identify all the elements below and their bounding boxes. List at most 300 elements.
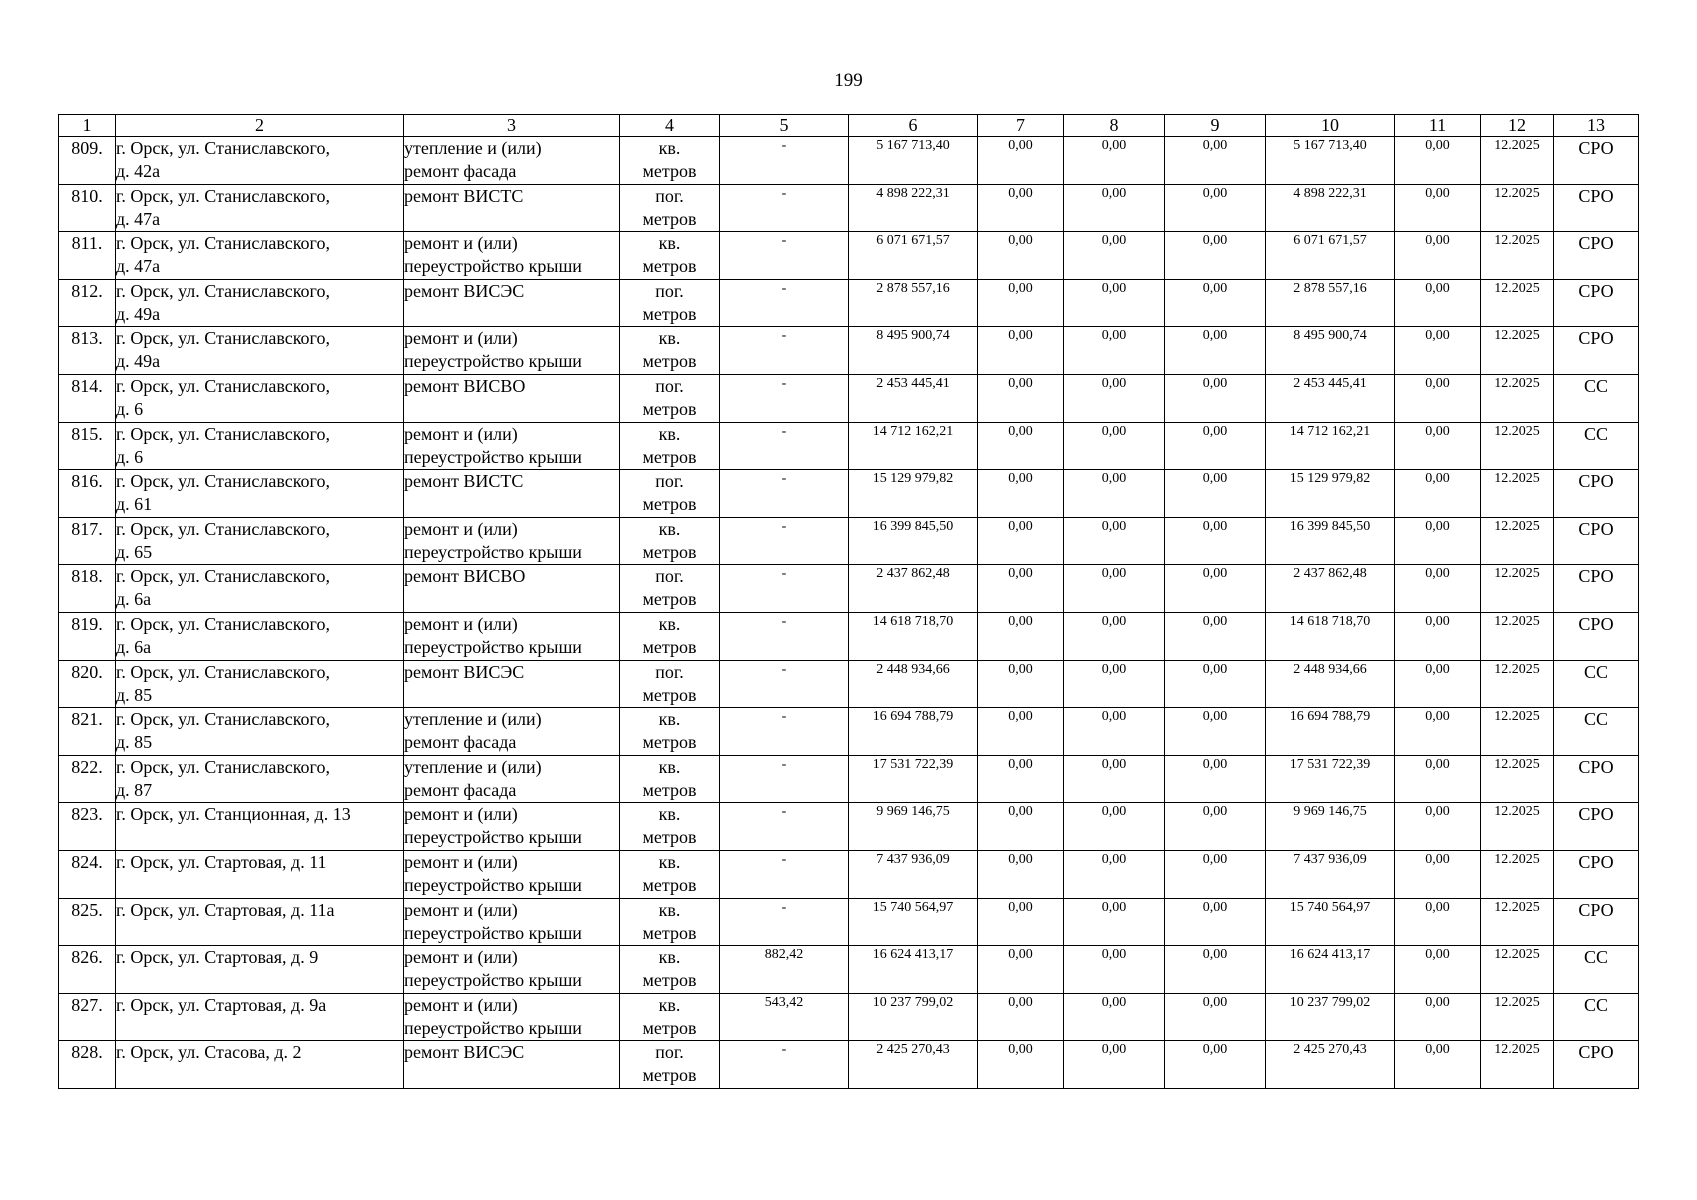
value-cell-8: 0,00 (1064, 1041, 1165, 1089)
unit-line: метров (642, 541, 697, 562)
unit-line: метров (642, 351, 697, 372)
value-cell-6: 16 399 845,50 (849, 517, 978, 565)
unit-cell (620, 803, 720, 851)
unit-line: метров (642, 827, 697, 848)
unit-cell (620, 993, 720, 1041)
method-cell: СРО (1554, 327, 1639, 375)
work-type-cell (404, 1041, 620, 1089)
value-cell-10: 7 437 936,09 (1266, 850, 1395, 898)
address-line: г. Орск, ул. Станиславского, (116, 423, 330, 444)
row-number: 818. (59, 565, 116, 613)
value-cell-10: 2 878 557,16 (1266, 279, 1395, 327)
unit-line: пог. (655, 471, 684, 492)
unit-line: метров (642, 636, 697, 657)
column-header-9: 9 (1165, 115, 1266, 137)
address-cell (116, 374, 404, 422)
value-cell-8: 0,00 (1064, 850, 1165, 898)
value-cell-5: - (720, 232, 849, 280)
unit-cell (620, 279, 720, 327)
value-cell-8: 0,00 (1064, 565, 1165, 613)
unit-cell (620, 660, 720, 708)
value-cell-9: 0,00 (1165, 374, 1266, 422)
work-type-line: переустройство крыши (404, 351, 582, 372)
column-header-7: 7 (978, 115, 1064, 137)
table-body (59, 137, 1639, 1089)
value-cell-7: 0,00 (978, 279, 1064, 327)
work-type-line: переустройство крыши (404, 541, 582, 562)
value-cell-7: 0,00 (978, 993, 1064, 1041)
address-line: д. 6а (116, 589, 152, 610)
unit-line: кв. (658, 233, 681, 254)
value-cell-6: 2 448 934,66 (849, 660, 978, 708)
unit-line: метров (642, 589, 697, 610)
unit-cell (620, 898, 720, 946)
value-cell-6: 4 898 222,31 (849, 184, 978, 232)
method-cell: СС (1554, 708, 1639, 756)
work-type-line: ремонт и (или) (404, 233, 518, 254)
value-cell-7: 0,00 (978, 850, 1064, 898)
unit-line: кв. (658, 947, 681, 968)
value-cell-9: 0,00 (1165, 517, 1266, 565)
value-cell-10: 15 129 979,82 (1266, 470, 1395, 518)
page-number: 199 (834, 70, 863, 91)
work-type-cell (404, 946, 620, 994)
work-type-cell (404, 565, 620, 613)
value-cell-6: 2 453 445,41 (849, 374, 978, 422)
table-row (59, 565, 1639, 613)
column-header-3: 3 (404, 115, 620, 137)
work-type-line: переустройство крыши (404, 1017, 582, 1038)
value-cell-8: 0,00 (1064, 470, 1165, 518)
work-type-line: ремонт фасада (404, 161, 517, 181)
unit-line: пог. (655, 566, 684, 587)
work-type-line: ремонт и (или) (404, 518, 518, 539)
value-cell-10: 15 740 564,97 (1266, 898, 1395, 946)
value-cell-10: 8 495 900,74 (1266, 327, 1395, 375)
work-type-cell (404, 184, 620, 232)
value-cell-11: 0,00 (1395, 374, 1481, 422)
unit-line: кв. (658, 851, 681, 872)
value-cell-9: 0,00 (1165, 279, 1266, 327)
unit-line: метров (642, 922, 697, 943)
row-number: 815. (59, 422, 116, 470)
work-type-line: переустройство крыши (404, 636, 582, 657)
value-cell-5: - (720, 422, 849, 470)
value-cell-10: 16 624 413,17 (1266, 946, 1395, 994)
work-type-cell (404, 327, 620, 375)
unit-cell (620, 470, 720, 518)
value-cell-5: 882,42 (720, 946, 849, 994)
value-cell-10: 2 425 270,43 (1266, 1041, 1395, 1089)
address-line: г. Орск, ул. Станиславского, (116, 138, 330, 158)
value-cell-8: 0,00 (1064, 327, 1165, 375)
address-cell (116, 137, 404, 185)
value-cell-10: 5 167 713,40 (1266, 137, 1395, 185)
value-cell-7: 0,00 (978, 755, 1064, 803)
work-type-line: ремонт и (или) (404, 899, 518, 920)
row-number: 817. (59, 517, 116, 565)
value-cell-12: 12.2025 (1481, 1041, 1554, 1089)
work-type-cell (404, 755, 620, 803)
work-type-line: ремонт и (или) (404, 804, 518, 825)
method-cell: СРО (1554, 517, 1639, 565)
table-row (59, 803, 1639, 851)
unit-line: кв. (658, 613, 681, 634)
work-type-cell (404, 850, 620, 898)
value-cell-11: 0,00 (1395, 517, 1481, 565)
work-type-line: утепление и (или) (404, 756, 542, 777)
unit-line: кв. (658, 804, 681, 825)
row-number: 816. (59, 470, 116, 518)
address-line: д. 6а (116, 636, 152, 657)
method-cell: СРО (1554, 803, 1639, 851)
value-cell-7: 0,00 (978, 946, 1064, 994)
unit-line: кв. (658, 899, 681, 920)
table-row (59, 137, 1639, 185)
method-cell: СРО (1554, 184, 1639, 232)
value-cell-12: 12.2025 (1481, 612, 1554, 660)
value-cell-7: 0,00 (978, 327, 1064, 375)
value-cell-6: 2 878 557,16 (849, 279, 978, 327)
works-table (58, 114, 1639, 1089)
value-cell-12: 12.2025 (1481, 374, 1554, 422)
value-cell-10: 2 448 934,66 (1266, 660, 1395, 708)
value-cell-5: - (720, 612, 849, 660)
value-cell-9: 0,00 (1165, 422, 1266, 470)
value-cell-5: - (720, 327, 849, 375)
value-cell-8: 0,00 (1064, 993, 1165, 1041)
table-row (59, 946, 1639, 994)
value-cell-7: 0,00 (978, 708, 1064, 756)
value-cell-10: 6 071 671,57 (1266, 232, 1395, 280)
value-cell-6: 7 437 936,09 (849, 850, 978, 898)
value-cell-9: 0,00 (1165, 612, 1266, 660)
value-cell-11: 0,00 (1395, 708, 1481, 756)
column-header-5: 5 (720, 115, 849, 137)
unit-cell (620, 708, 720, 756)
address-line: г. Орск, ул. Станиславского, (116, 471, 330, 492)
value-cell-8: 0,00 (1064, 755, 1165, 803)
value-cell-11: 0,00 (1395, 327, 1481, 375)
address-line: г. Орск, ул. Станиславского, (116, 756, 330, 777)
table-row (59, 755, 1639, 803)
value-cell-10: 14 712 162,21 (1266, 422, 1395, 470)
unit-line: метров (642, 161, 697, 181)
value-cell-5: - (720, 374, 849, 422)
value-cell-11: 0,00 (1395, 184, 1481, 232)
value-cell-5: - (720, 708, 849, 756)
work-type-line: ремонт и (или) (404, 947, 518, 968)
unit-cell (620, 1041, 720, 1089)
work-type-line: ремонт ВИСТС (404, 185, 524, 206)
address-line: г. Орск, ул. Стартовая, д. 9 (116, 947, 319, 968)
row-number: 821. (59, 708, 116, 756)
value-cell-5: - (720, 470, 849, 518)
column-header-4: 4 (620, 115, 720, 137)
column-header-11: 11 (1395, 115, 1481, 137)
value-cell-7: 0,00 (978, 422, 1064, 470)
value-cell-12: 12.2025 (1481, 184, 1554, 232)
work-type-line: ремонт и (или) (404, 328, 518, 349)
value-cell-10: 10 237 799,02 (1266, 993, 1395, 1041)
address-cell (116, 232, 404, 280)
value-cell-7: 0,00 (978, 184, 1064, 232)
value-cell-11: 0,00 (1395, 660, 1481, 708)
value-cell-6: 2 425 270,43 (849, 1041, 978, 1089)
work-type-cell (404, 232, 620, 280)
work-type-cell (404, 993, 620, 1041)
address-line: г. Орск, ул. Станиславского, (116, 280, 330, 301)
value-cell-7: 0,00 (978, 803, 1064, 851)
value-cell-6: 5 167 713,40 (849, 137, 978, 185)
unit-cell (620, 850, 720, 898)
value-cell-6: 15 129 979,82 (849, 470, 978, 518)
value-cell-5: - (720, 184, 849, 232)
table-row (59, 470, 1639, 518)
method-cell: СРО (1554, 470, 1639, 518)
table-row (59, 708, 1639, 756)
value-cell-8: 0,00 (1064, 374, 1165, 422)
address-line: г. Орск, ул. Станиславского, (116, 185, 330, 206)
unit-cell (620, 755, 720, 803)
address-line: г. Орск, ул. Стартовая, д. 9а (116, 994, 327, 1015)
value-cell-8: 0,00 (1064, 898, 1165, 946)
value-cell-6: 14 712 162,21 (849, 422, 978, 470)
method-cell: СРО (1554, 898, 1639, 946)
address-cell (116, 327, 404, 375)
address-line: г. Орск, ул. Станиславского, (116, 518, 330, 539)
unit-cell (620, 184, 720, 232)
row-number: 811. (59, 232, 116, 280)
unit-line: метров (642, 494, 697, 515)
value-cell-5: - (720, 755, 849, 803)
work-type-line: переустройство крыши (404, 970, 582, 991)
work-type-line: ремонт ВИСЭС (404, 1042, 525, 1063)
value-cell-11: 0,00 (1395, 898, 1481, 946)
value-cell-10: 4 898 222,31 (1266, 184, 1395, 232)
method-cell: СРО (1554, 137, 1639, 185)
unit-line: метров (642, 970, 697, 991)
column-header-1: 1 (59, 115, 116, 137)
value-cell-7: 0,00 (978, 898, 1064, 946)
unit-line: метров (642, 208, 697, 229)
row-number: 820. (59, 660, 116, 708)
work-type-line: переустройство крыши (404, 446, 582, 467)
value-cell-9: 0,00 (1165, 327, 1266, 375)
value-cell-10: 9 969 146,75 (1266, 803, 1395, 851)
address-cell (116, 708, 404, 756)
value-cell-10: 14 618 718,70 (1266, 612, 1395, 660)
address-cell (116, 612, 404, 660)
unit-line: метров (642, 684, 697, 705)
value-cell-10: 2 437 862,48 (1266, 565, 1395, 613)
value-cell-8: 0,00 (1064, 137, 1165, 185)
value-cell-9: 0,00 (1165, 946, 1266, 994)
address-cell (116, 946, 404, 994)
value-cell-11: 0,00 (1395, 470, 1481, 518)
value-cell-11: 0,00 (1395, 993, 1481, 1041)
value-cell-9: 0,00 (1165, 803, 1266, 851)
address-line: г. Орск, ул. Станционная, д. 13 (116, 804, 351, 825)
address-cell (116, 993, 404, 1041)
table-row (59, 993, 1639, 1041)
address-line: д. 85 (116, 684, 153, 705)
value-cell-7: 0,00 (978, 1041, 1064, 1089)
row-number: 826. (59, 946, 116, 994)
value-cell-6: 9 969 146,75 (849, 803, 978, 851)
unit-cell (620, 422, 720, 470)
method-cell: СРО (1554, 565, 1639, 613)
unit-line: метров (642, 303, 697, 324)
unit-cell (620, 517, 720, 565)
table-row (59, 422, 1639, 470)
value-cell-7: 0,00 (978, 470, 1064, 518)
address-line: г. Орск, ул. Станиславского, (116, 233, 330, 254)
work-type-line: ремонт ВИСВО (404, 375, 526, 396)
value-cell-12: 12.2025 (1481, 708, 1554, 756)
value-cell-12: 12.2025 (1481, 755, 1554, 803)
work-type-cell (404, 374, 620, 422)
unit-line: кв. (658, 138, 681, 158)
value-cell-7: 0,00 (978, 232, 1064, 280)
value-cell-8: 0,00 (1064, 517, 1165, 565)
unit-cell (620, 232, 720, 280)
row-number: 813. (59, 327, 116, 375)
table-row (59, 1041, 1639, 1089)
work-type-line: переустройство крыши (404, 922, 582, 943)
value-cell-11: 0,00 (1395, 612, 1481, 660)
value-cell-8: 0,00 (1064, 803, 1165, 851)
value-cell-12: 12.2025 (1481, 137, 1554, 185)
value-cell-5: - (720, 1041, 849, 1089)
column-header-2: 2 (116, 115, 404, 137)
table-row (59, 279, 1639, 327)
address-cell (116, 517, 404, 565)
table-row (59, 232, 1639, 280)
value-cell-9: 0,00 (1165, 898, 1266, 946)
address-cell (116, 184, 404, 232)
table-row (59, 517, 1639, 565)
address-line: г. Орск, ул. Станиславского, (116, 709, 330, 730)
address-cell (116, 755, 404, 803)
column-header-8: 8 (1064, 115, 1165, 137)
work-type-line: ремонт ВИСВО (404, 566, 526, 587)
value-cell-6: 17 531 722,39 (849, 755, 978, 803)
value-cell-7: 0,00 (978, 565, 1064, 613)
unit-line: метров (642, 1017, 697, 1038)
value-cell-12: 12.2025 (1481, 946, 1554, 994)
work-type-line: ремонт ВИСЭС (404, 280, 525, 301)
value-cell-6: 16 624 413,17 (849, 946, 978, 994)
work-type-line: ремонт и (или) (404, 613, 518, 634)
value-cell-11: 0,00 (1395, 232, 1481, 280)
address-line: д. 85 (116, 732, 153, 753)
value-cell-6: 15 740 564,97 (849, 898, 978, 946)
value-cell-5: - (720, 565, 849, 613)
value-cell-12: 12.2025 (1481, 279, 1554, 327)
value-cell-12: 12.2025 (1481, 660, 1554, 708)
unit-cell (620, 946, 720, 994)
value-cell-5: - (720, 137, 849, 185)
row-number: 828. (59, 1041, 116, 1089)
value-cell-5: - (720, 898, 849, 946)
address-line: д. 47а (116, 208, 161, 229)
unit-line: метров (642, 732, 697, 753)
address-line: д. 6 (116, 446, 144, 467)
unit-line: пог. (655, 661, 684, 682)
work-type-cell (404, 137, 620, 185)
value-cell-10: 17 531 722,39 (1266, 755, 1395, 803)
value-cell-12: 12.2025 (1481, 898, 1554, 946)
row-number: 822. (59, 755, 116, 803)
row-number: 827. (59, 993, 116, 1041)
unit-line: кв. (658, 709, 681, 730)
work-type-cell (404, 898, 620, 946)
value-cell-7: 0,00 (978, 374, 1064, 422)
unit-line: кв. (658, 994, 681, 1015)
address-line: д. 47а (116, 256, 161, 277)
address-cell (116, 279, 404, 327)
unit-cell (620, 612, 720, 660)
address-cell (116, 898, 404, 946)
value-cell-9: 0,00 (1165, 232, 1266, 280)
table-row (59, 850, 1639, 898)
table-row (59, 327, 1639, 375)
value-cell-12: 12.2025 (1481, 803, 1554, 851)
value-cell-5: - (720, 279, 849, 327)
unit-cell (620, 374, 720, 422)
value-cell-12: 12.2025 (1481, 565, 1554, 613)
value-cell-11: 0,00 (1395, 137, 1481, 185)
unit-line: кв. (658, 756, 681, 777)
address-line: г. Орск, ул. Станиславского, (116, 375, 330, 396)
value-cell-11: 0,00 (1395, 565, 1481, 613)
address-line: г. Орск, ул. Стартовая, д. 11а (116, 899, 335, 920)
address-cell (116, 660, 404, 708)
work-type-line: ремонт фасада (404, 732, 517, 753)
value-cell-6: 2 437 862,48 (849, 565, 978, 613)
unit-line: метров (642, 874, 697, 895)
table-row (59, 898, 1639, 946)
row-number: 824. (59, 850, 116, 898)
address-line: д. 6 (116, 398, 144, 419)
address-line: д. 61 (116, 494, 153, 515)
column-header-10: 10 (1266, 115, 1395, 137)
work-type-line: ремонт фасада (404, 779, 517, 800)
value-cell-9: 0,00 (1165, 993, 1266, 1041)
method-cell: СС (1554, 660, 1639, 708)
value-cell-9: 0,00 (1165, 755, 1266, 803)
value-cell-8: 0,00 (1064, 660, 1165, 708)
value-cell-5: - (720, 803, 849, 851)
address-cell (116, 422, 404, 470)
unit-line: метров (642, 1065, 697, 1086)
unit-line: метров (642, 446, 697, 467)
row-number: 825. (59, 898, 116, 946)
method-cell: СС (1554, 993, 1639, 1041)
work-type-cell (404, 279, 620, 327)
value-cell-12: 12.2025 (1481, 517, 1554, 565)
table-row (59, 374, 1639, 422)
method-cell: СРО (1554, 850, 1639, 898)
address-line: д. 49а (116, 351, 161, 372)
value-cell-11: 0,00 (1395, 279, 1481, 327)
value-cell-5: - (720, 660, 849, 708)
value-cell-11: 0,00 (1395, 803, 1481, 851)
value-cell-9: 0,00 (1165, 1041, 1266, 1089)
value-cell-12: 12.2025 (1481, 232, 1554, 280)
unit-line: кв. (658, 423, 681, 444)
